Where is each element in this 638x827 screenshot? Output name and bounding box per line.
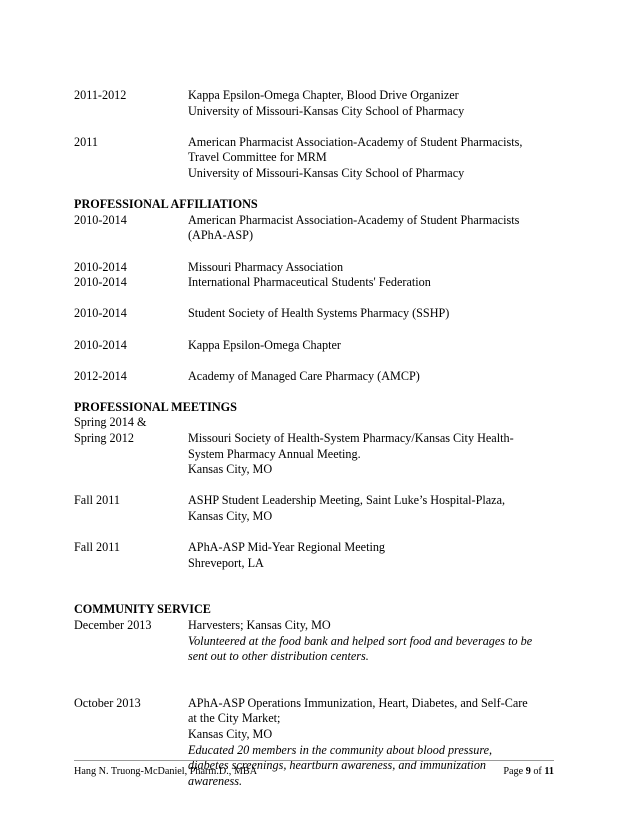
entry-line: ASHP Student Leadership Meeting, Saint Luke’s Hospital-Plaza,	[188, 493, 506, 508]
entry-date-line: Spring 2014 &	[74, 415, 147, 430]
entry-italic-line: awareness.	[188, 773, 243, 788]
entry-description	[188, 260, 554, 276]
entry-date: December 2013	[74, 618, 152, 632]
footer-author: Hang N. Truong-McDaniel, Pharm.D., MBA	[74, 766, 258, 777]
entry-italic-line: Educated 20 members in the community about blood pressure,	[188, 742, 493, 757]
entry-line: (APhA-ASP)	[188, 228, 254, 243]
entry-row	[74, 260, 554, 276]
entry-row	[74, 275, 554, 291]
entry-description	[188, 135, 554, 182]
entry-description	[188, 415, 554, 477]
entry-date: 2011-2012	[74, 88, 127, 102]
footer-page-total: 11	[544, 766, 554, 777]
entry-line: Missouri Pharmacy Association	[188, 259, 344, 274]
entry-line: Academy of Managed Care Pharmacy (AMCP)	[188, 368, 420, 383]
entry-description	[188, 493, 554, 524]
entry-row	[74, 369, 554, 385]
entry-description	[188, 338, 554, 354]
entry-row	[74, 135, 554, 182]
entry-date-line: Spring 2012	[74, 431, 134, 446]
entry-date	[74, 415, 188, 477]
entry-line: Shreveport, LA	[188, 555, 264, 570]
entry-date: Fall 2011	[74, 493, 120, 508]
entry-line: at the City Market;	[188, 711, 281, 726]
entry-line: Harvesters; Kansas City, MO	[188, 618, 331, 632]
entry-line: Kansas City, MO	[188, 462, 273, 477]
page-footer	[74, 760, 554, 777]
entry-line: University of Missouri-Kansas City School of Pharmacy	[188, 165, 465, 180]
entry-row	[74, 540, 554, 571]
entry-line: Student Society of Health Systems Pharmacy (SSHP)	[188, 306, 450, 321]
entry-row	[74, 618, 554, 665]
entry-line: International Pharmaceutical Students' Federation	[188, 275, 431, 290]
entry-line: American Pharmacist Association-Academy of Student Pharmacists	[188, 212, 520, 227]
entry-line: University of Missouri-Kansas City School of Pharmacy	[188, 103, 465, 118]
footer-page-current: 9	[525, 766, 531, 777]
entry-date: 2011	[74, 134, 98, 149]
entry-description	[188, 306, 554, 322]
entry-line: Kappa Epsilon-Omega Chapter	[188, 337, 341, 352]
entry-line: American Pharmacist Association-Academy of Student Pharmacists,	[188, 134, 523, 149]
entry-date: Fall 2011	[74, 540, 120, 555]
entry-italic-line: sent out to other distribution centers.	[188, 649, 369, 664]
footer-page-number	[503, 766, 554, 777]
footer-page-of: of	[533, 766, 542, 777]
entry-description	[188, 275, 554, 291]
entry-line: Kansas City, MO	[188, 726, 273, 741]
entry-line: Travel Committee for MRM	[188, 150, 327, 165]
entry-date: 2010-2014	[74, 275, 127, 290]
entry-row	[74, 493, 554, 524]
entry-description	[188, 213, 554, 244]
entry-date: 2010-2014	[74, 337, 127, 352]
entry-line: Kappa Epsilon-Omega Chapter, Blood Drive Organizer	[188, 88, 459, 102]
entry-italic-line: diabetes screenings, heartburn awareness, and immunization	[188, 758, 487, 773]
section-heading-affiliations: PROFESSIONAL AFFILIATIONS	[74, 197, 258, 212]
entry-row	[74, 306, 554, 322]
entry-row	[74, 213, 554, 244]
entry-row	[74, 338, 554, 354]
entry-line: APhA-ASP Mid-Year Regional Meeting	[188, 540, 386, 555]
section-heading-community: COMMUNITY SERVICE	[74, 602, 211, 617]
resume-page	[74, 88, 554, 789]
entry-line: Kansas City, MO	[188, 509, 273, 524]
entry-line: APhA-ASP Operations Immunization, Heart, Diabetes, and Self-Care	[188, 695, 528, 710]
entry-row	[74, 415, 554, 477]
entry-row	[74, 88, 554, 119]
entry-date: 2010-2014	[74, 259, 127, 274]
entry-line: System Pharmacy Annual Meeting.	[188, 446, 361, 461]
section-heading-meetings: PROFESSIONAL MEETINGS	[74, 399, 237, 414]
entry-date: 2010-2014	[74, 306, 127, 321]
entry-date: 2012-2014	[74, 368, 127, 383]
entry-description	[188, 540, 554, 571]
entry-date: October 2013	[74, 695, 141, 710]
entry-description	[188, 88, 554, 119]
entry-date: 2010-2014	[74, 212, 127, 227]
entry-italic-line: Volunteered at the food bank and helped sort food and beverages to be	[188, 633, 533, 648]
entry-line: Missouri Society of Health-System Pharmacy/Kansas City Health-	[188, 431, 514, 446]
footer-page-word: Page	[503, 766, 524, 777]
entry-description	[188, 618, 554, 665]
entry-description	[188, 369, 554, 385]
